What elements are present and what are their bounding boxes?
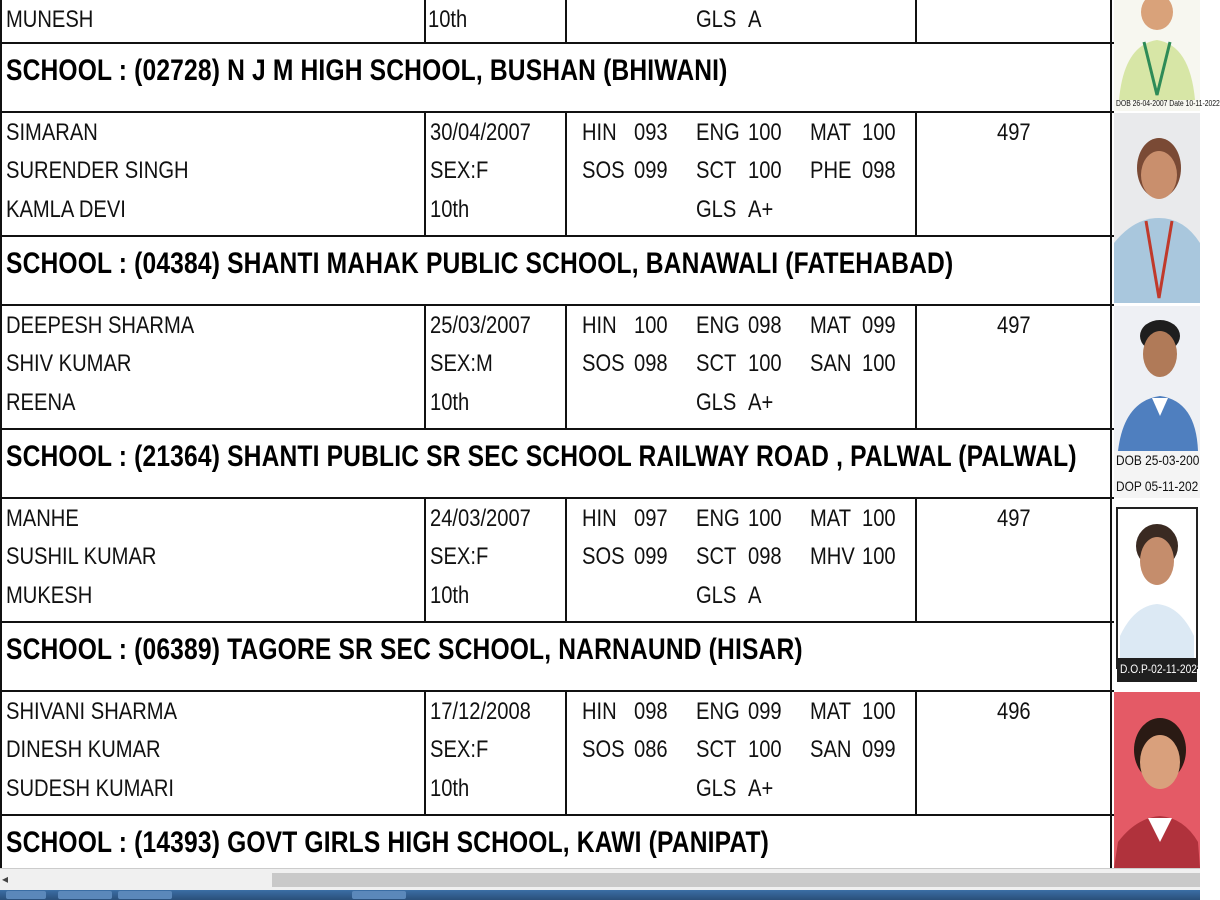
student-name: SIMARAN [6,119,98,146]
grade-label: GLS [696,6,737,33]
taskbar [0,890,1200,900]
student-portrait-icon [1114,113,1200,303]
total-marks: 497 [997,505,1031,532]
student-portrait-icon [1114,692,1200,868]
subject-marks: 100 [634,312,668,339]
mother-name: KAMLA DEVI [6,196,126,223]
father-name: SURENDER SINGH [6,157,189,184]
student-name: DEEPESH SHARMA [6,312,195,339]
subject-code: SAN [810,350,852,377]
class: 10th [430,389,470,416]
father-name: SHIV KUMAR [6,350,132,377]
grade-label: GLS [696,582,737,609]
subject-marks: 099 [748,698,782,725]
student-record [0,113,1112,235]
dob: 17/12/2008 [430,698,531,725]
grade-label: GLS [696,389,737,416]
student-name: SHIVANI SHARMA [6,698,178,725]
subject-marks: 098 [862,157,896,184]
subject-marks: 100 [862,698,896,725]
subject-code: SAN [810,736,852,763]
school-header [0,816,1112,876]
subject-marks: 093 [634,119,668,146]
dob: 30/04/2007 [430,119,531,146]
grade-label: GLS [696,775,737,802]
sex: SEX:F [430,157,489,184]
photo-caption: DOB 25-03-200 [1116,452,1200,468]
subject-code: HIN [582,698,617,725]
subject-marks: 098 [748,543,782,570]
subject-code: ENG [696,505,740,532]
student-record [0,306,1112,428]
student-name: MANHE [6,505,79,532]
subject-marks: 100 [748,736,782,763]
subject-code: MAT [810,119,852,146]
total-marks: 497 [997,312,1031,339]
student-record [0,692,1112,814]
subject-marks: 086 [634,736,668,763]
grade-value: A+ [748,196,774,223]
subject-code: SOS [582,736,625,763]
dob: 25/03/2007 [430,312,531,339]
student-photo [1114,306,1200,498]
sex: SEX:F [430,736,489,763]
subject-code: HIN [582,505,617,532]
school-header [0,237,1112,305]
subject-code: SCT [696,350,737,377]
subject-code: SCT [696,157,737,184]
taskbar-app-button[interactable] [352,891,406,899]
class: 10th [430,775,470,802]
subject-marks: 100 [748,157,782,184]
school-title: SCHOOL : (02728) N J M HIGH SCHOOL, BUSHAN (BHIWANI) [6,54,728,87]
father-name: SUSHIL KUMAR [6,543,157,570]
student-portrait-icon [1114,306,1200,451]
school-title: SCHOOL : (06389) TAGORE SR SEC SCHOOL, NARNAUND (HISAR) [6,633,803,666]
school-header [0,44,1112,112]
grade-value: A+ [748,775,774,802]
taskbar-app-button[interactable] [118,891,172,899]
subject-marks: 099 [634,157,668,184]
subject-code: HIN [582,312,617,339]
record-top-partial [0,0,1112,44]
father-name: DINESH KUMAR [6,736,161,763]
subject-marks: 098 [634,698,668,725]
taskbar-app-button[interactable] [58,891,112,899]
photo-caption: DOB 26-04-2007 Date 10-11-2022 [1116,99,1220,108]
subject-code: ENG [696,312,740,339]
school-header [0,430,1112,498]
subject-code: ENG [696,119,740,146]
photo-caption: DOP 05-11-202 [1116,478,1199,494]
subject-marks: 100 [748,505,782,532]
subject-marks: 098 [748,312,782,339]
subject-marks: 100 [748,119,782,146]
grade-value: A+ [748,389,774,416]
subject-code: SOS [582,543,625,570]
subject-code: MAT [810,505,852,532]
scroll-left-arrow-icon[interactable]: ◂ [2,872,9,886]
student-photo [1114,692,1200,868]
student-portrait-icon [1114,0,1200,111]
student-photo [1114,0,1220,111]
mother-name: MUKESH [6,582,93,609]
dob: 24/03/2007 [430,505,531,532]
subject-marks: 099 [634,543,668,570]
sex: SEX:F [430,543,489,570]
subject-code: SOS [582,350,625,377]
subject-code: SCT [696,736,737,763]
class: 10th [430,582,470,609]
school-title: SCHOOL : (14393) GOVT GIRLS HIGH SCHOOL, KAWI (PANIPAT) [6,826,770,859]
mother-name: REENA [6,389,76,416]
student-photo [1114,506,1203,686]
horizontal-scrollbar[interactable] [0,868,1200,891]
mother-name: SUDESH KUMARI [6,775,175,802]
grade-value: A [748,6,762,33]
subject-marks: 099 [862,736,896,763]
scrollbar-thumb[interactable] [272,873,1200,887]
subject-code: MAT [810,312,852,339]
subject-marks: 099 [862,312,896,339]
total-marks: 497 [997,119,1031,146]
start-button[interactable] [6,891,46,899]
subject-code: SCT [696,543,737,570]
subject-code: HIN [582,119,617,146]
subject-code: MHV [810,543,855,570]
student-class: 10th [428,6,468,33]
subject-marks: 098 [634,350,668,377]
subject-marks: 100 [862,119,896,146]
subject-marks: 097 [634,505,668,532]
student-record [0,499,1112,621]
subject-code: PHE [810,157,852,184]
subject-code: SOS [582,157,625,184]
grade-value: A [748,582,762,609]
subject-marks: 100 [862,543,896,570]
sex: SEX:M [430,350,493,377]
subject-marks: 100 [862,350,896,377]
school-title: SCHOOL : (21364) SHANTI PUBLIC SR SEC SCHOOL RAILWAY ROAD , PALWAL (PALWAL) [6,440,1077,473]
student-photo [1114,113,1200,303]
school-header [0,623,1112,691]
subject-marks: 100 [748,350,782,377]
subject-code: ENG [696,698,740,725]
student-name: MUNESH [6,6,94,33]
class: 10th [430,196,470,223]
school-title: SCHOOL : (04384) SHANTI MAHAK PUBLIC SCHOOL, BANAWALI (FATEHABAD) [6,247,954,280]
grade-label: GLS [696,196,737,223]
total-marks: 496 [997,698,1031,725]
student-portrait-icon [1114,506,1200,671]
subject-code: MAT [810,698,852,725]
photo-caption: D.O.P-02-11-2022 [1120,662,1203,676]
subject-marks: 100 [862,505,896,532]
